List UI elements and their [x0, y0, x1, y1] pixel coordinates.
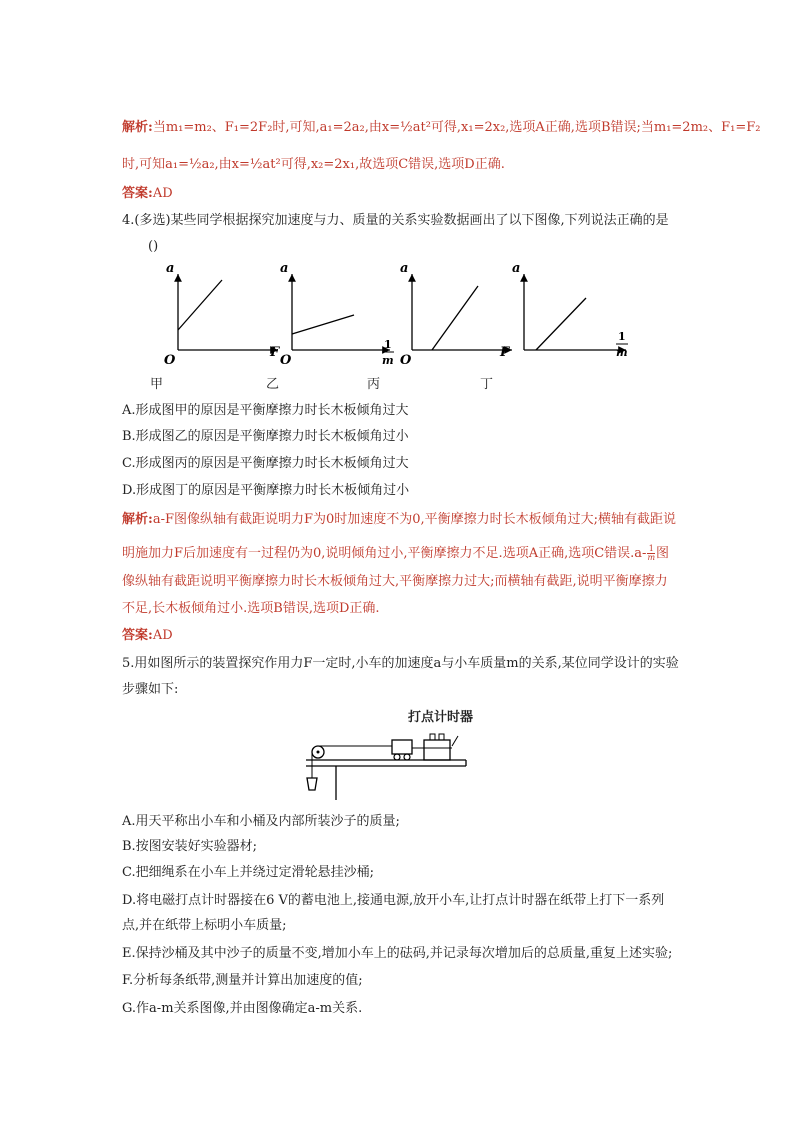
graph-jia-origin: O	[164, 353, 176, 368]
graph-ding-line	[536, 298, 586, 350]
q5-stem-line-2: 步骤如下:	[122, 682, 179, 697]
q4-answer	[122, 627, 173, 645]
graph-bing-line	[432, 286, 478, 350]
q4-option-b: B.形成图乙的原因是平衡摩擦力时长木板倾角过小	[122, 429, 409, 444]
q4-option-a: A.形成图甲的原因是平衡摩擦力时长木板倾角过大	[122, 403, 409, 418]
graph-jia	[164, 261, 280, 368]
graph-yi-axis-x-num: 1	[384, 338, 392, 351]
q4-analysis-text-2-tail: 图	[656, 546, 670, 561]
q4-analysis-line-4	[122, 600, 380, 618]
q4-stem	[122, 212, 669, 230]
q4-analysis-text-1: a-F图像纵轴有截距说明力F为0时加速度不为0,平衡摩擦力时长木板倾角过大;横轴有截距说	[152, 512, 677, 527]
q5-step-c: C.把细绳系在小车上并绕过定滑轮悬挂沙桶;	[122, 865, 374, 880]
answer-label: 答案:	[122, 628, 153, 643]
graph-ding-axis-x-num: 1	[618, 330, 626, 343]
graph-jia-axis-x: F	[270, 345, 280, 360]
q5-step-d-2: 点,并在纸带上标明小车质量;	[122, 918, 287, 933]
q4-graphs	[140, 258, 660, 378]
graph-ding	[512, 261, 628, 359]
q3-analysis-text-1: 当m₁=m₂、F₁=2F₂时,可知,a₁=2a₂,由x=½at²可得,x₁=2x₂,选项A正确,选项B错误;当m₁=2m₂、F₁=F₂	[152, 120, 761, 135]
graph-yi-origin: O	[280, 353, 292, 368]
q3-analysis-text-2: 时,可知a₁=½a₂,由x=½at²可得,x₂=2x₁,故选项C错误,选项D正确.	[122, 157, 505, 172]
graph-yi-line	[292, 315, 354, 334]
graph-label-jia: 甲	[150, 377, 164, 392]
analysis-label: 解析:	[122, 120, 153, 135]
q4-paren-text: ()	[148, 239, 159, 254]
q5-step-e: E.保持沙桶及其中沙子的质量不变,增加小车上的砝码,并记录每次增加后的总质量,重复上述实验;	[122, 946, 673, 961]
answer-label: 答案:	[122, 186, 153, 201]
graph-bing-axis-x: F	[500, 345, 510, 360]
apparatus-label-timer: 打点计时器	[408, 710, 474, 725]
analysis-label: 解析:	[122, 512, 153, 527]
q4-option-c: C.形成图丙的原因是平衡摩擦力时长木板倾角过大	[122, 456, 409, 471]
graph-label-yi: 乙	[266, 377, 280, 392]
graph-bing-axis-y: a	[400, 261, 409, 276]
q5-stem-line-1: 5.用如图所示的装置探究作用力F一定时,小车的加速度a与小车质量m的关系,某位同学设计的实验	[122, 656, 679, 671]
q4-analysis-text-3: 像纵轴有截距说明平衡摩擦力时长木板倾角过大,平衡摩擦力过大;而横轴有截距,说明平衡摩擦力	[122, 574, 668, 589]
graph-label-bing: 丙	[367, 377, 381, 392]
q4-analysis-text-2: 明施加力F后加速度有一过程仍为0,说明倾角过小,平衡摩擦力不足.选项A正确,选项C错误.a-	[122, 546, 647, 561]
sand-bucket-icon	[307, 778, 317, 790]
answer-value: AD	[152, 186, 173, 201]
graph-yi-axis-y: a	[280, 261, 289, 276]
graph-ding-axis-y: a	[512, 261, 521, 276]
q5-step-g: G.作a-m关系图像,并由图像确定a-m关系.	[122, 1001, 363, 1016]
q3-analysis-line-1	[122, 119, 760, 137]
q5-step-a: A.用天平称出小车和小桶及内部所装沙子的质量;	[122, 814, 400, 829]
graph-label-ding: 丁	[480, 377, 494, 392]
q4-paren	[148, 238, 158, 256]
graph-ding-axis-x-den: m	[616, 346, 628, 359]
graph-yi	[280, 261, 394, 368]
q4-analysis-line-3	[122, 573, 668, 591]
q5-step-d-1: D.将电磁打点计时器接在6 V的蓄电池上,接通电源,放开小车,让打点计时器在纸带上打下一系列	[122, 893, 665, 908]
graph-jia-axis-y: a	[166, 261, 175, 276]
answer-value: AD	[152, 628, 173, 643]
q3-answer	[122, 185, 173, 203]
cart-icon	[392, 740, 412, 754]
q4-stem-text: 4.(多选)某些同学根据探究加速度与力、质量的关系实验数据画出了以下图像,下列说法正确的是	[122, 213, 669, 228]
q5-step-f: F.分析每条纸带,测量并计算出加速度的值;	[122, 973, 363, 988]
q4-option-d: D.形成图丁的原因是平衡摩擦力时长木板倾角过小	[122, 483, 410, 498]
timer-icon	[424, 740, 450, 760]
graph-bing-origin: O	[400, 353, 412, 368]
apparatus-diagram	[296, 722, 476, 802]
q3-analysis-line-2	[122, 156, 505, 174]
fraction-1-over-m: $\frac{1}{m}$	[647, 544, 656, 562]
graph-yi-axis-x-den: m	[382, 354, 394, 367]
graph-jia-line	[178, 280, 222, 330]
q5-step-b: B.按图安装好实验器材;	[122, 839, 258, 854]
q4-analysis-text-4: 不足,长木板倾角过小.选项B错误,选项D正确.	[122, 601, 380, 616]
graph-bing	[400, 261, 512, 368]
q4-analysis-line-2	[122, 545, 669, 563]
q4-analysis-line-1	[122, 511, 676, 529]
